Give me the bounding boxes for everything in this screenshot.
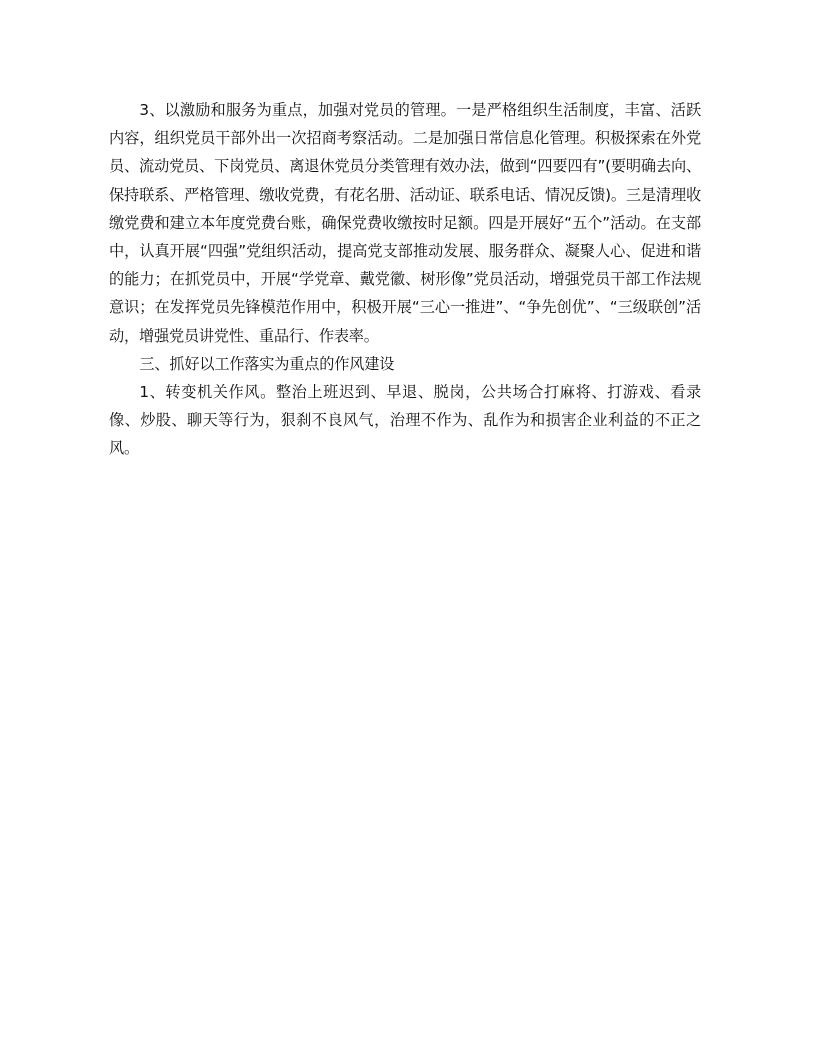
document-body (109, 96, 701, 463)
paragraph-office-style: 1、转变机关作风。整治上班迟到、早退、脱岗，公共场合打麻将、打游戏、看录像、炒股、聊天等行为，狠刹不良风气，治理不作为、乱作为和损害企业利益的不正之风。 (109, 383, 701, 458)
section-heading-work-style: 三、抓好以工作落实为重点的作风建设 (139, 354, 395, 373)
paragraph-party-member-management: 3、以激励和服务为重点，加强对党员的管理。一是严格组织生活制度，丰富、活跃内容，组织党员干部外出一次招商考察活动。二是加强日常信息化管理。积极探索在外党员、流动党员、下岗党员、离退休党员分类管理有效办法，做到“四要四有”(要明确去向、保持联系、严格管理、缴收党费，有花名册、活动证、联系电话、情况反馈)。三是清理收缴党费和建立本年度党费台账，确保党费收缴按时足额。四是开展好“五个”活动。在支部中，认真开展“四强”党组织活动，提高党支部推动发展、服务群众、凝聚人心、促进和谐的能力；在抓党员中，开展“学党章、戴党徽、树形像”党员活动，增强党员干部工作法规意识；在发挥党员先锋模范作用中，积极开展“三心一推进”、“争先创优”、“三级联创”活动，增强党员讲党性、重品行、作表率。 (109, 101, 701, 345)
